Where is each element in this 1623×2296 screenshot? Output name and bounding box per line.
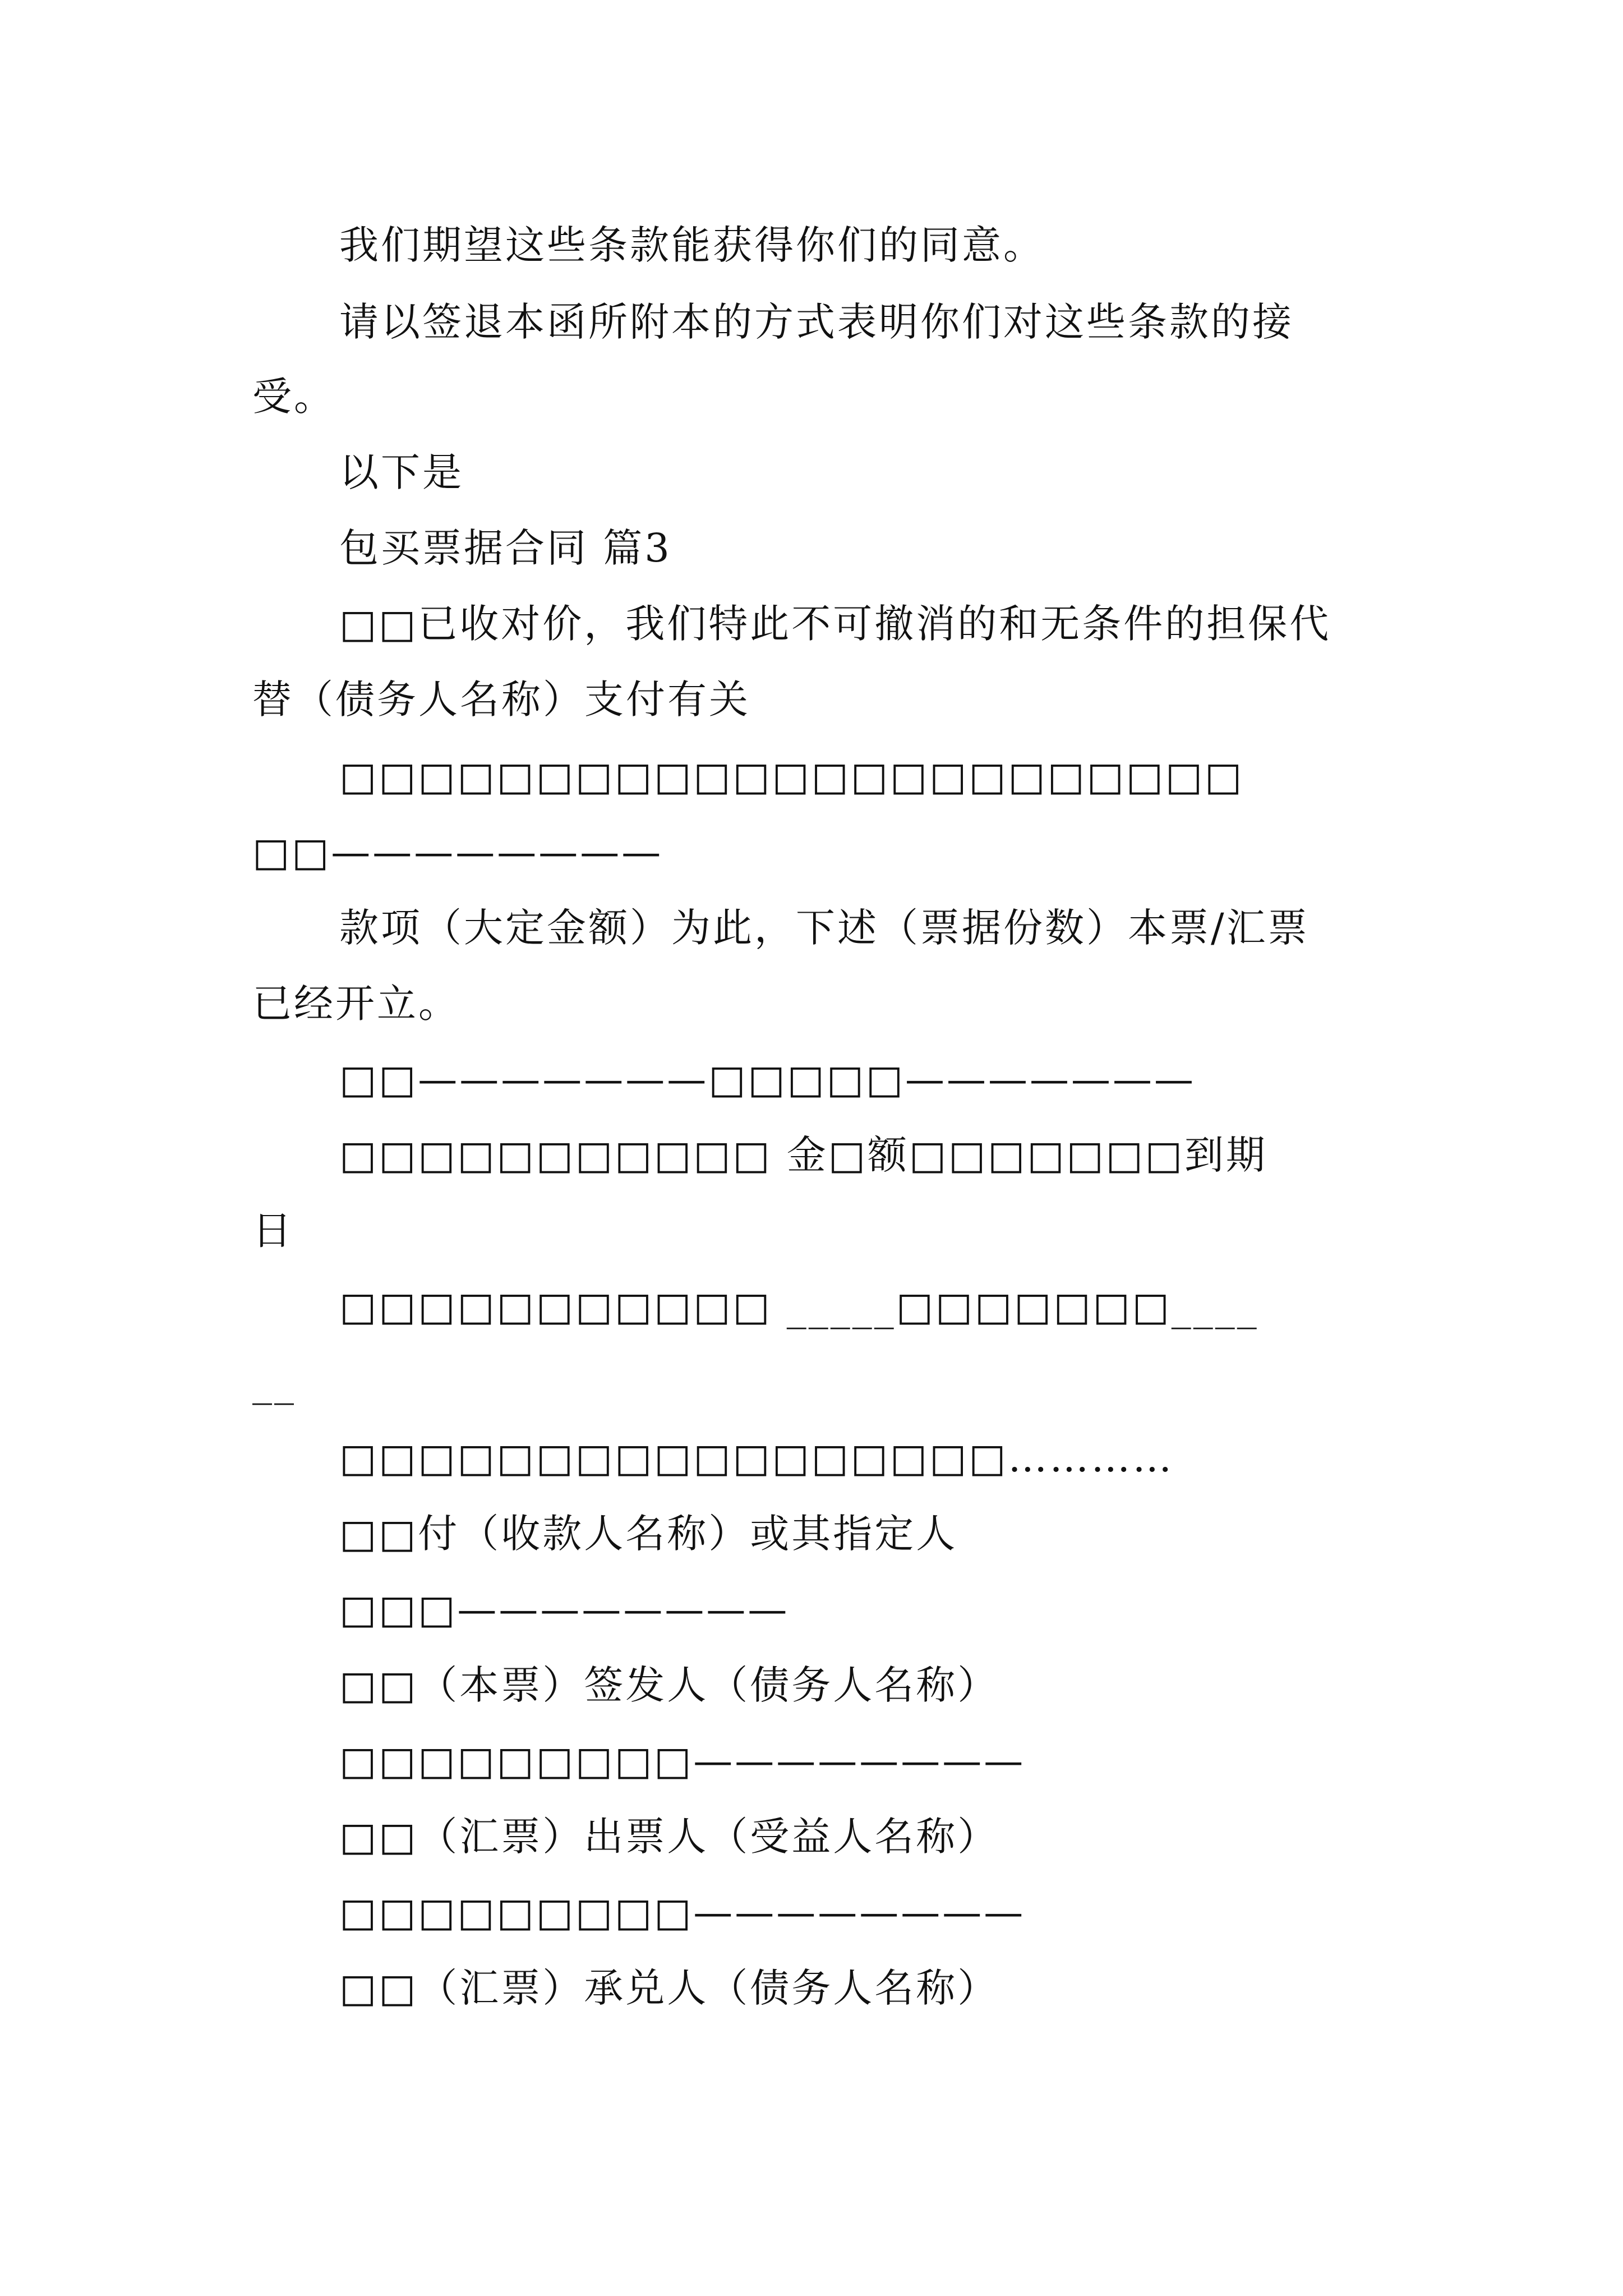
- text-line-8: □□□□□□□□□□□□□□□□□□□□□□□: [339, 753, 1244, 799]
- text-line-23: □□□□□□□□□————————: [339, 1889, 1026, 1935]
- text-line-17: □□□□□□□□□□□□□□□□□…………: [339, 1435, 1174, 1481]
- text-line-24: □□（汇票）承兑人（债务人名称）: [339, 1965, 999, 2011]
- text-line-15: □□□□□□□□□□□ _____□□□□□□□____: [339, 1283, 1259, 1329]
- text-line-14: 日: [252, 1208, 294, 1254]
- text-line-6: □□已收对价，我们特此不可撤消的和无条件的担保代: [339, 601, 1331, 647]
- text-line-3: 受。: [252, 374, 335, 420]
- text-line-18: □□付（收款人名称）或其指定人: [339, 1511, 958, 1557]
- text-line-4: 以下是: [339, 449, 464, 495]
- text-line-9: □□————————: [252, 829, 663, 875]
- text-line-10: 款项（大定金额）为此，下述（票据份数）本票/汇票: [339, 905, 1310, 951]
- text-line-20: □□（本票）签发人（债务人名称）: [339, 1662, 999, 1708]
- section-title: 包买票据合同 篇3: [339, 525, 672, 571]
- text-line-16: __: [252, 1359, 296, 1405]
- text-line-22: □□（汇票）出票人（受益人名称）: [339, 1814, 999, 1860]
- text-line-2: 请以签退本函所附本的方式表明你们对这些条款的接: [339, 299, 1294, 345]
- text-line-19: □□□————————: [339, 1586, 790, 1632]
- text-line-13: □□□□□□□□□□□ 金□额□□□□□□□到期: [339, 1132, 1267, 1178]
- text-line-21: □□□□□□□□□————————: [339, 1738, 1026, 1784]
- text-line-11: 已经开立。: [252, 981, 460, 1027]
- text-line-1: 我们期望这些条款能获得你们的同意。: [339, 222, 1045, 268]
- text-line-7: 替（债务人名称）支付有关: [252, 677, 750, 723]
- text-line-12: □□———————□□□□□———————: [339, 1056, 1196, 1102]
